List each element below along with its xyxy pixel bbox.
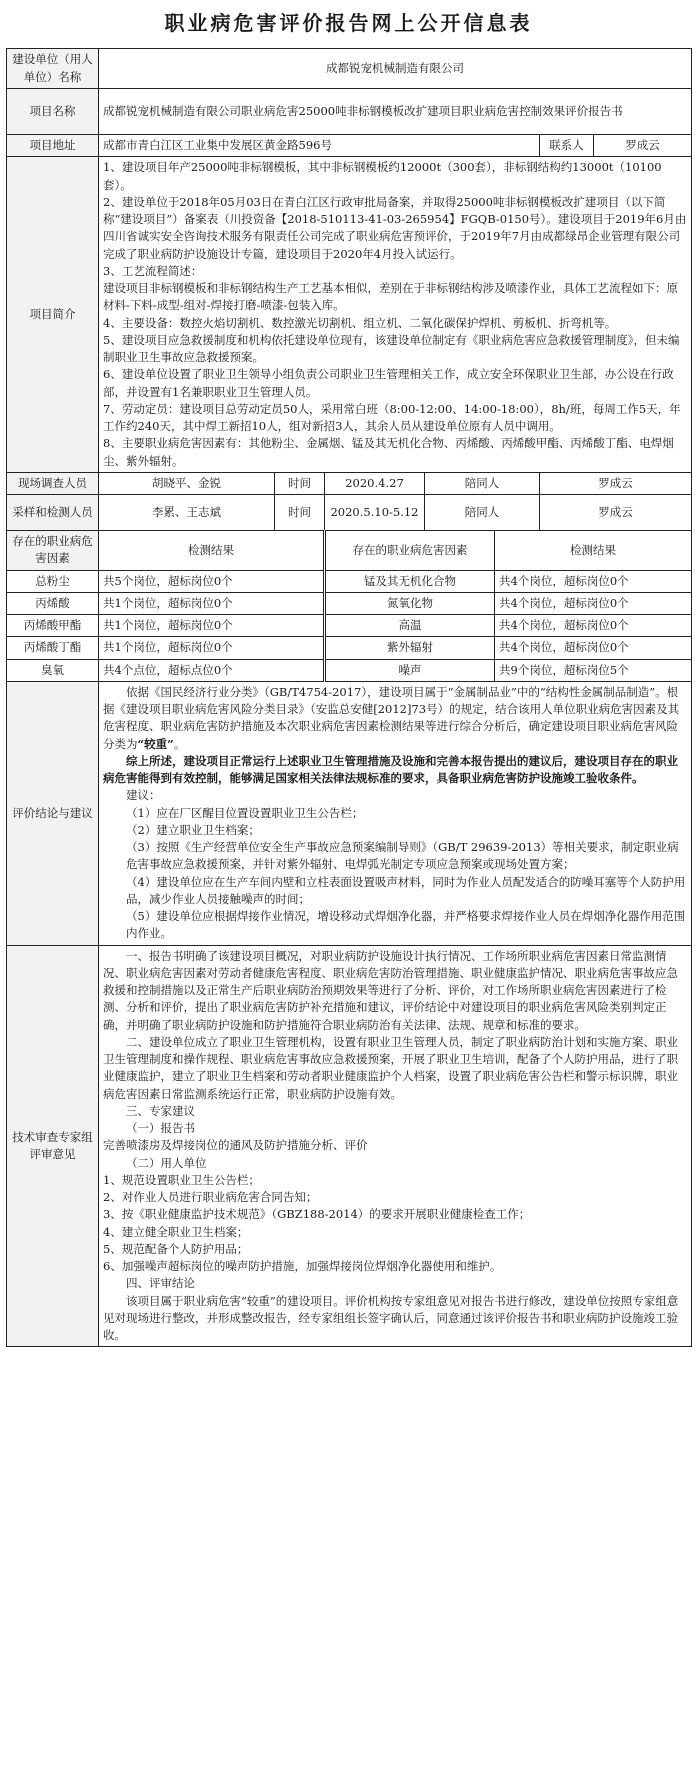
hazard-factor: 紫外辐射 (325, 637, 495, 659)
address-label: 项目地址 (7, 135, 99, 157)
intro-paragraph: 7、劳动定员：建设项目总劳动定员50人，采用常白班（8:00-12:00、14:00-18:00），8h/班，每周工作5天，年工作约240天，其中焊工新招10人，组对新招3人，其余人员从建设单位原有人员中调用。 (103, 401, 681, 433)
contact-label: 联系人 (540, 135, 594, 157)
advice-item: （2）建立职业卫生档案； (126, 822, 260, 837)
intro-paragraph: 5、建设项目应急救援制度和机构依托建设单位现有，该建设单位制定有《职业病危害应急救援管理制度》，但未编制职业卫生事故应急救援预案。 (103, 332, 680, 364)
hazard-factor: 锰及其无机化合物 (325, 570, 495, 592)
info-table (6, 48, 692, 1347)
conclusion-paragraph (103, 684, 687, 753)
sampling-escort: 罗成云 (540, 495, 692, 531)
review-line: 三、专家建议 (126, 1103, 195, 1118)
sampling-time-label: 时间 (275, 495, 325, 531)
review-content (99, 945, 692, 1347)
hazard-result: 共1个岗位，超标岗位0个 (99, 637, 325, 659)
hazard-row (7, 570, 692, 592)
review-line: 6、加强噪声超标岗位的噪声防护措施，加强焊接岗位焊烟净化器使用和维护。 (103, 1259, 502, 1273)
review-line: 四、评审结论 (126, 1276, 195, 1291)
hazard-factor: 总粉尘 (7, 570, 99, 592)
summary-lead: 综上所述， (126, 753, 184, 768)
unit-value: 成都锐宠机械制造有限公司 (99, 49, 692, 89)
review-line: 1、规范设置职业卫生公告栏； (103, 1172, 260, 1187)
advice-item: （4）建设单位应在生产车间内壁和立柱表面设置吸声材料，同时为作业人员配发适合的防噪耳塞等个人防护用品，减少作业人员接触噪声的时间； (126, 874, 686, 906)
review-line: 4、建立健全职业卫生档案； (103, 1224, 249, 1239)
hazard-result: 共1个岗位，超标岗位0个 (99, 592, 325, 614)
hazard-factor: 噪声 (325, 659, 495, 681)
advice-item: （1）应在厂区醒目位置设置职业卫生公告栏； (126, 805, 364, 820)
hazard-result: 共4个岗位，超标岗位0个 (495, 592, 692, 614)
advice-item: （3）按照《生产经营单位安全生产事故应急预案编制导则》（GB/T 29639-2013）等相关要求，制定职业病危害事故应急救援预案，并针对紫外辐射、电焊弧光制定专项应急预案或现场处置方案； (126, 840, 679, 872)
hazard-row (7, 592, 692, 614)
review-label: 技术审查专家组评审意见 (7, 945, 99, 1347)
intro-paragraph: 1、建设项目年产25000吨非标钢模板，其中非标钢模板约12000t（300套），非标钢结构约13000t（10100套）。 (103, 160, 662, 192)
hazard-factor: 丙烯酸丁酯 (7, 637, 99, 659)
hazard-result: 共4个岗位，超标岗位0个 (495, 637, 692, 659)
hazard-factor: 臭氧 (7, 659, 99, 681)
page-title: 职业病危害评价报告网上公开信息表 (164, 11, 533, 35)
intro-paragraph: 4、主要设备：数控火焰切割机、数控激光切割机、组立机、二氧化碳保护焊机、剪板机、折弯机等。 (103, 315, 617, 330)
hazard-factor-header: 存在的职业病危害因素 (325, 531, 495, 571)
hazard-result: 共1个岗位，超标岗位0个 (99, 615, 325, 637)
hazard-result: 共9个岗位，超标岗位5个 (495, 659, 692, 681)
hazard-row (7, 659, 692, 681)
advice-title: 建议： (126, 788, 161, 803)
sampling-escort-label: 陪同人 (425, 495, 540, 531)
hazard-factor: 氮氧化物 (325, 592, 495, 614)
conclusion-content (99, 681, 692, 945)
hazard-result: 共4个岗位，超标岗位0个 (495, 570, 692, 592)
hazard-result-header: 检测结果 (495, 531, 692, 571)
review-line: 一、报告书明确了该建设项目概况，对职业病防护设施设计执行情况、工作场所职业病危害因素日常监测情况、职业病危害因素对劳动者健康危害程度、职业病危害防治管理措施、职业健康监护情况、职业病危害事故应急救援和控制措施以及正常生产后职业病防治预期效果等进行了分析、评价，对工作场所职业病危害因素进行了检测、分析和评价，提出了职业病危害防护补充措施和建议，评价结论中对建设项目的职业病危害风险类别判定正确，并明确了职业病防护设施和防护措施符合职业病防治有关法律、法规、规章和标准的要求。 (103, 948, 678, 1032)
unit-label: 建设单位（用人单位）名称 (7, 49, 99, 89)
hazard-result: 共4个岗位，超标岗位0个 (495, 615, 692, 637)
hazard-row (7, 615, 692, 637)
summary-text: 建设项目正常运行上述职业卫生管理措施及设施和完善本报告提出的建议后，建设项目存在的职业病危害能得到有效控制，能够满足国家相关法律法规标准的要求，具备职业病危害防护设施竣工验收条件。 (103, 753, 678, 785)
hazard-factor: 高温 (325, 615, 495, 637)
intro-paragraph: 2、建设单位于2018年05月03日在青白江区行政审批局备案，并取得25000吨非标钢模板改扩建项目（以下简称“建设项目”）备案表（川投资备【2018-510113-41-03-265954】FGQB-0150号）。建设项目于2019年6月由四川省诚实安全咨询技术服务有限责任公司完成了职业病危害预评价，于2019年7月由成都绿昂企业管理有限公司完成了职业病防护设施设计专篇，建设项目于2020年4月投入试运行。 (103, 194, 687, 261)
intro-label: 项目简介 (7, 157, 99, 473)
review-line: （二）用人单位 (126, 1155, 207, 1170)
survey-time-label: 时间 (275, 472, 325, 494)
project-name-value: 成都锐宠机械制造有限公司职业病危害25000吨非标钢模板改扩建项目职业病危害控制效果评价报告书 (99, 89, 692, 135)
hazard-factor: 丙烯酸甲酯 (7, 615, 99, 637)
intro-paragraph: 8、主要职业病危害因素有：其他粉尘、金属烟、锰及其无机化合物、丙烯酸、丙烯酸甲酯、丙烯酸丁酯、电焊烟尘、紫外辐射。 (103, 436, 674, 468)
contact-value: 罗成云 (594, 135, 692, 157)
intro-paragraph: 3、工艺流程简述： (103, 263, 203, 278)
conclusion-summary (103, 753, 687, 788)
advice-item: （5）建设单位应根据焊接作业情况，增设移动式焊烟净化器，并严格要求焊接作业人员在焊烟净化器作用范围内作业。 (126, 909, 686, 941)
conclusion-text: 依据《国民经济行业分类》（GB/T4754-2017），建设项目属于“金属制品业”中的“结构性金属制品制造”。根据《建设项目职业病危害风险分类目录》（安监总安健[2012]73号）的规定，结合该用人单位职业病危害因素及其危害程度、职业病危害防护措施及本次职业病危害因素检测结果等进行综合分析后，确定建设项目职业病危害风险分类为 (103, 684, 680, 751)
intro-paragraph: 6、建设单位设置了职业卫生领导小组负责公司职业卫生管理相关工作，成立安全环保职业卫生部，办公设在行政部，并设置有1名兼职职业卫生管理人员。 (103, 367, 674, 399)
review-line: 3、按《职业健康监护技术规范》（GBZ188-2014）的要求开展职业健康检查工作； (103, 1207, 531, 1222)
review-line: 二、建设单位成立了职业卫生管理机构，设置有职业卫生管理人员，制定了职业病防治计划和实施方案、职业卫生管理制度和操作规程、职业病危害事故应急救援预案，开展了职业卫生培训，配备了个人防护用品，进行了职业健康监护，建立了职业卫生档案和劳动者职业健康监护个人档案，设置了职业病危害公告栏和警示标识牌，职业病危害因素日常监测系统运行正常，职业病防护设施有效。 (103, 1034, 678, 1101)
hazard-factor-header: 存在的职业病危害因素 (7, 531, 99, 571)
survey-escort-label: 陪同人 (425, 472, 540, 494)
sampling-label: 采样和检测人员 (7, 495, 99, 531)
hazard-result-header: 检测结果 (99, 531, 325, 571)
survey-time: 2020.4.27 (325, 472, 425, 494)
intro-paragraph: 建设项目非标钢模板和非标钢结构生产工艺基本相似，差别在于非标钢结构涉及喷漆作业，具体工艺流程如下：原材料-下料-成型-组对-焊接打磨-喷漆-包装入库。 (103, 281, 678, 313)
conclusion-text-end: 。 (173, 736, 186, 751)
survey-people: 胡晓平、金锐 (99, 472, 275, 494)
risk-class: “较重” (137, 736, 174, 751)
review-line: 2、对作业人员进行职业病危害合同告知； (103, 1190, 318, 1204)
survey-label: 现场调查人员 (7, 472, 99, 494)
review-line: 5、规范配备个人防护用品； (103, 1241, 249, 1256)
conclusion-label: 评价结论与建议 (7, 681, 99, 945)
address-value: 成都市青白江区工业集中发展区黄金路596号 (99, 135, 540, 157)
sampling-time: 2020.5.10-5.12 (325, 495, 425, 531)
sampling-people: 李累、王志斌 (99, 495, 275, 531)
hazard-row (7, 637, 692, 659)
review-line: （一）报告书 (126, 1121, 195, 1135)
hazard-result: 共4个点位，超标点位0个 (99, 659, 325, 681)
project-name-label: 项目名称 (7, 89, 99, 135)
hazard-result: 共5个岗位，超标岗位0个 (99, 570, 325, 592)
hazard-factor: 丙烯酸 (7, 592, 99, 614)
survey-escort: 罗成云 (540, 472, 692, 494)
intro-content (99, 157, 692, 473)
review-line: 该项目属于职业病危害“较重”的建设项目。评价机构按专家组意见对报告书进行修改，建设单位按照专家组意见对现场进行整改，并形成整改报告，经专家组组长签字确认后，同意通过该评价报告书和职业病防护设施竣工验收。 (103, 1293, 679, 1342)
review-line: 完善喷漆房及焊接岗位的通风及防护措施分析、评价 (103, 1138, 368, 1153)
